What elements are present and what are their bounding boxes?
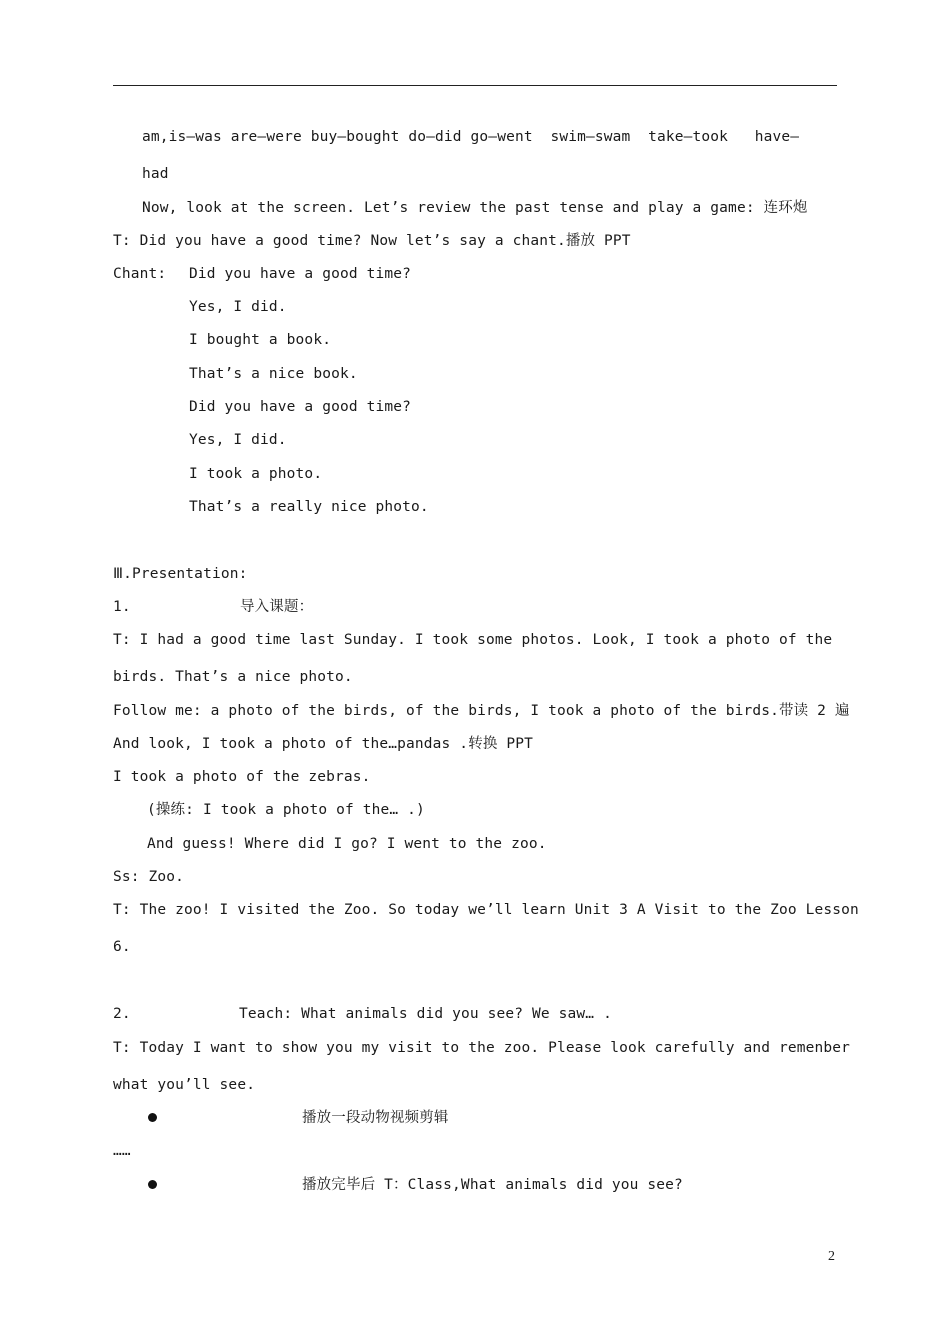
text-line: birds. That’s a nice photo. xyxy=(113,669,353,685)
text-line: T: Did you have a good time? Now let’s say a chant.播放 PPT xyxy=(113,233,631,249)
bullet-icon xyxy=(148,1113,157,1122)
item-title: Teach: What animals did you see? We saw… . xyxy=(239,1006,612,1022)
bullet-text: 播放一段动物视频剪辑 xyxy=(302,1110,449,1126)
text-line: had xyxy=(142,166,169,182)
chant-line: Did you have a good time? xyxy=(189,266,411,282)
text-line: T: I had a good time last Sunday. I took some photos. Look, I took a photo of the xyxy=(113,632,833,648)
text-line: T: The zoo! I visited the Zoo. So today we’ll learn Unit 3 A Visit to the Zoo Lesson xyxy=(113,902,859,918)
text-line: …… xyxy=(113,1143,131,1159)
chant-line: That’s a nice book. xyxy=(189,366,358,382)
chant-line: I took a photo. xyxy=(189,466,323,482)
chant-label: Chant: xyxy=(113,266,167,282)
text-line: And look, I took a photo of the…pandas .转换 PPT xyxy=(113,736,534,752)
text-line: Now, look at the screen. Let’s review the past tense and play a game: 连环炮 xyxy=(142,200,808,216)
text-line: 6. xyxy=(113,939,131,955)
text-line: what you’ll see. xyxy=(113,1077,256,1093)
item-number: 1. xyxy=(113,599,131,615)
chant-line: Yes, I did. xyxy=(189,432,287,448)
text-line: am,is—was are—were buy—bought do—did go—went swim—swam take—took have— xyxy=(142,129,800,145)
text-line: Follow me: a photo of the birds, of the birds, I took a photo of the birds.带读 2 遍 xyxy=(113,703,850,719)
text-line: (操练: I took a photo of the… .) xyxy=(147,802,425,818)
page-number: 2 xyxy=(828,1249,835,1264)
header-rule xyxy=(113,85,837,86)
text-line: And guess! Where did I go? I went to the zoo. xyxy=(147,836,547,852)
item-number: 2. xyxy=(113,1006,131,1022)
bullet-icon xyxy=(148,1180,157,1189)
text-line: T: Today I want to show you my visit to the zoo. Please look carefully and remenber xyxy=(113,1040,851,1056)
item-title: 导入课题： xyxy=(240,599,314,615)
chant-line: That’s a really nice photo. xyxy=(189,499,429,515)
chant-line: I bought a book. xyxy=(189,332,332,348)
section-heading: Ⅲ.Presentation: xyxy=(113,566,248,582)
chant-line: Did you have a good time? xyxy=(189,399,411,415)
text-line: I took a photo of the zebras. xyxy=(113,769,371,785)
chant-line: Yes, I did. xyxy=(189,299,287,315)
text-line: Ss: Zoo. xyxy=(113,869,185,885)
bullet-text: 播放完毕后 T：Class,What animals did you see? xyxy=(302,1177,683,1193)
